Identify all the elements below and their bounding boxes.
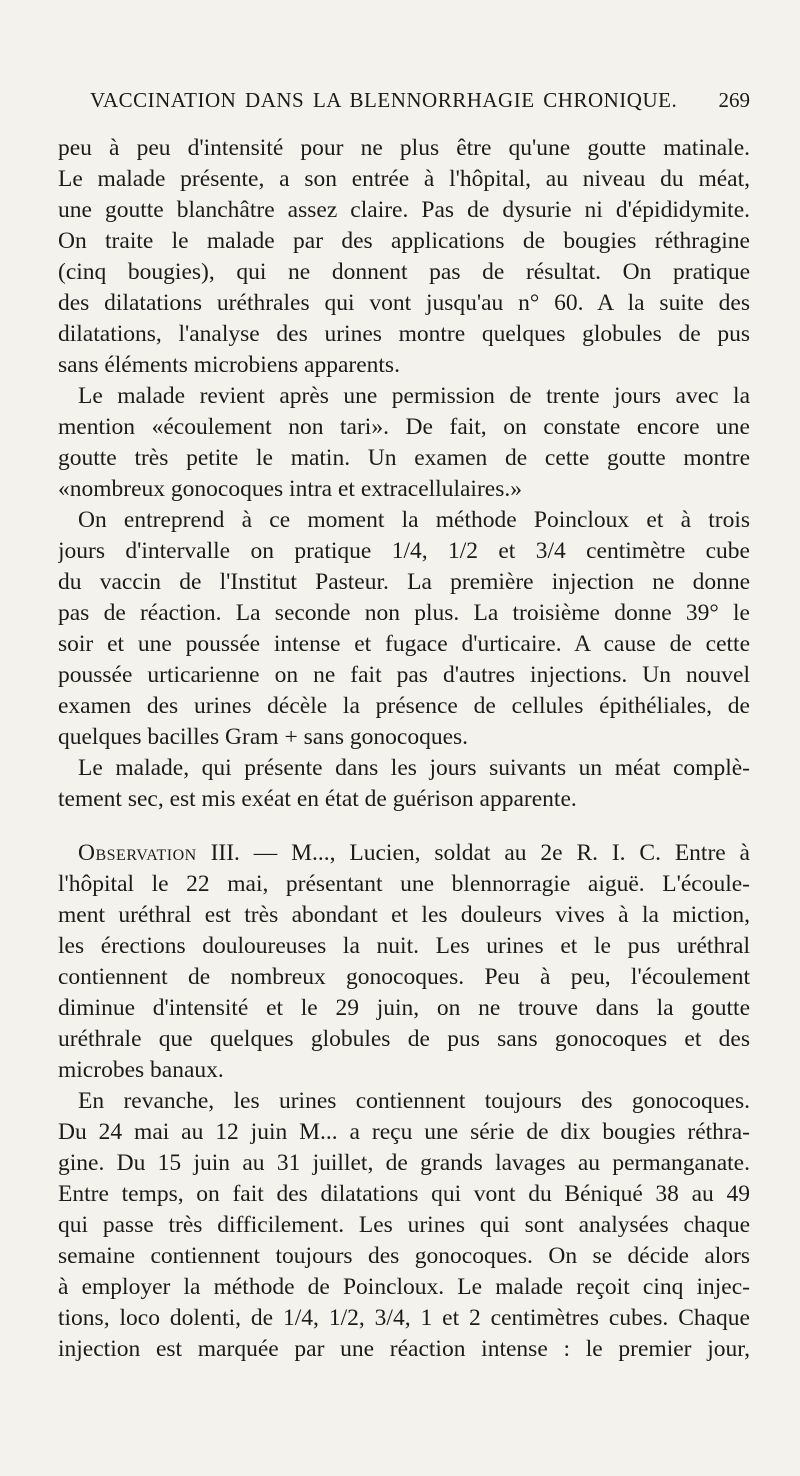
text-line: Entre temps, on fait des dilatations qui vont du Béniqué 38 au 49 [58,1181,750,1207]
observation-label: Observation [78,840,197,866]
text-line: tement sec, est mis exéat en état de guérison apparente. [58,786,577,812]
text-line: l'hôpital le 22 mai, présentant une blennorragie aiguë. L'écoule- [58,871,750,897]
paragraph [58,753,750,815]
text-line: gine. Du 15 juin au 31 juillet, de grands lavages au permanganate. [58,1150,750,1176]
text-line: dilatations, l'analyse des urines montre quelques globules de pus [58,321,750,347]
text-line: On entreprend à ce moment la méthode Poincloux et à trois [78,507,750,533]
text-line: les érections douloureuses la nuit. Les urines et le pus uréthral [58,933,750,959]
text-line: goutte très petite le matin. Un examen de cette goutte montre [58,445,750,471]
observation-first-line: — M..., Lucien, soldat au 2e R. I. C. Entre à [253,840,750,866]
text-line: injection est marquée par une réaction intense : le premier jour, [58,1336,750,1362]
text-line: semaine contiennent toujours des gonocoques. On se décide alors [58,1243,750,1269]
body-text-top [58,133,750,815]
observation-heading-line [58,838,750,869]
text-line: Le malade revient après une permission de trente jours avec la [78,383,750,409]
paragraph [58,381,750,505]
text-line: Du 24 mai au 12 juin M... a reçu une série de dix bougies réthra- [58,1119,750,1145]
observation-paragraph [58,838,750,1086]
text-line: du vaccin de l'Institut Pasteur. La première injection ne donne [58,569,750,595]
page-header [90,88,750,118]
paragraph [58,1086,750,1365]
text-line: poussée urticarienne on ne fait pas d'autres injections. Un nouvel [58,662,750,688]
paragraph [58,505,750,753]
text-line: uréthrale que quelques globules de pus sans gonocoques et des [58,1026,750,1052]
text-line: peu à peu d'intensité pour ne plus être qu'une goutte matinale. [58,135,750,161]
text-line: pas de réaction. La seconde non plus. La troisième donne 39° le [58,600,750,626]
text-line: Le malade, qui présente dans les jours suivants un méat complè- [78,755,750,781]
text-line: (cinq bougies), qui ne donnent pas de résultat. On pratique [58,259,750,285]
text-line: soir et une poussée intense et fugace d'urticaire. A cause de cette [58,631,750,657]
running-title: VACCINATION DANS LA BLENNORRHAGIE CHRONIQUE. [90,88,678,112]
text-line: qui passe très difficilement. Les urines qui sont analysées chaque [58,1212,750,1238]
text-line: une goutte blanchâtre assez claire. Pas de dysurie ni d'épididymite. [58,197,750,223]
text-line: ment uréthral est très abondant et les douleurs vives à la miction, [58,902,750,928]
text-line: Le malade présente, a son entrée à l'hôpital, au niveau du méat, [58,166,750,192]
text-line: diminue d'intensité et le 29 juin, on ne trouve dans la goutte [58,995,750,1021]
observation-number: III. [210,840,240,866]
text-line: microbes banaux. [58,1057,224,1083]
paragraph [58,133,750,381]
text-line: contiennent de nombreux gonocoques. Peu à peu, l'écoulement [58,964,750,990]
text-line: à employer la méthode de Poincloux. Le malade reçoit cinq injec- [58,1274,750,1300]
text-line: jours d'intervalle on pratique 1/4, 1/2 et 3/4 centimètre cube [58,538,750,564]
text-line: En revanche, les urines contiennent toujours des gonocoques. [78,1088,750,1114]
text-line: examen des urines décèle la présence de cellules épithéliales, de [58,693,750,719]
text-line: des dilatations uréthrales qui vont jusqu'au n° 60. A la suite des [58,290,750,316]
text-line: sans éléments microbiens apparents. [58,352,400,378]
text-line: «nombreux gonocoques intra et extracellulaires.» [58,476,522,502]
observation-section [58,838,750,1365]
text-line: mention «écoulement non tari». De fait, on constate encore une [58,414,750,440]
text-line: quelques bacilles Gram + sans gonocoques. [58,724,469,750]
text-line: tions, loco dolenti, de 1/4, 1/2, 3/4, 1 et 2 centimètres cubes. Chaque [58,1305,750,1331]
text-line: On traite le malade par des applications de bougies réthragine [58,228,750,254]
page-number: 269 [718,88,750,112]
